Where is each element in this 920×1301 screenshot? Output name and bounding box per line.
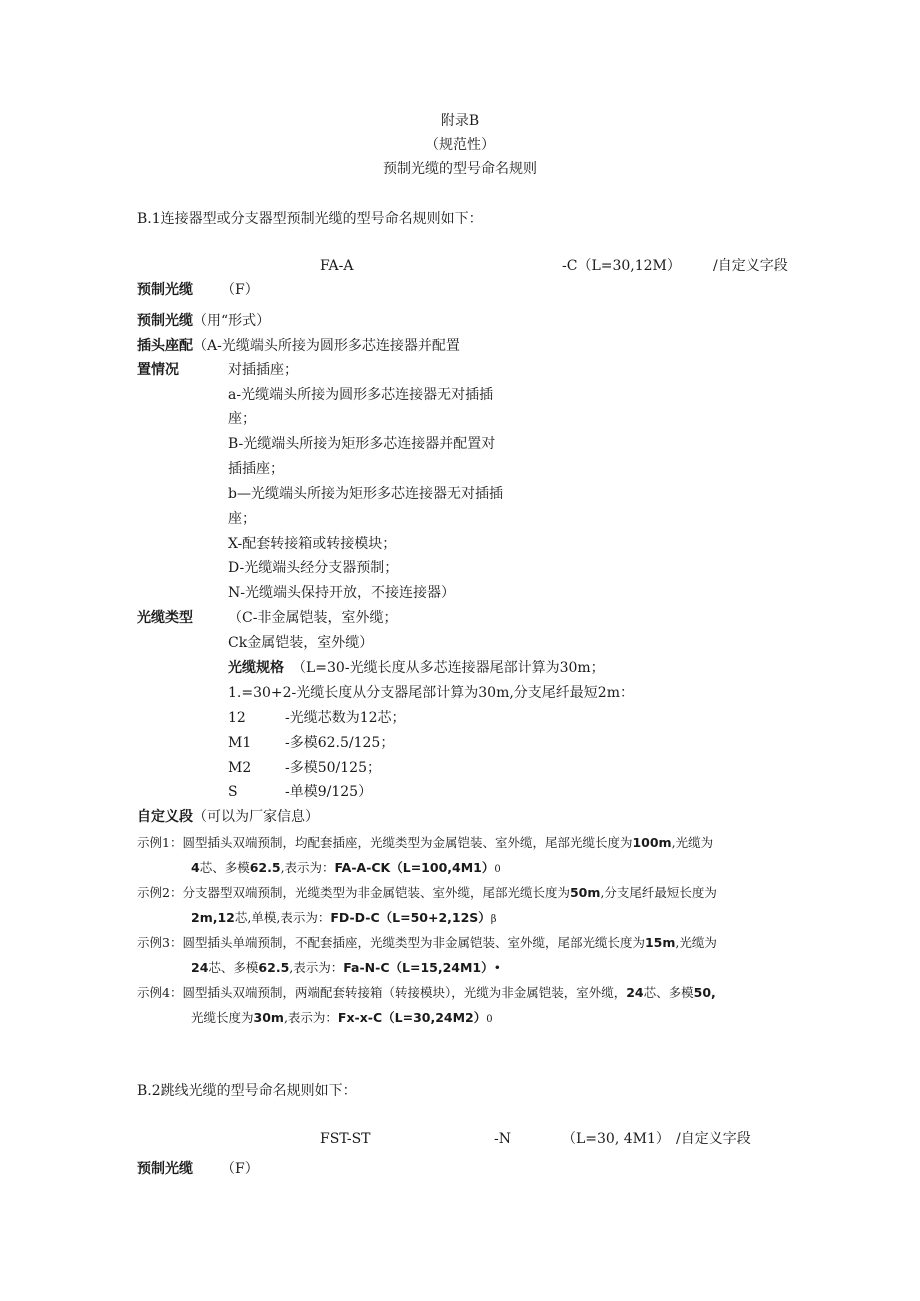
connector-line: 座；: [228, 511, 256, 527]
spec-code: M2: [228, 760, 252, 776]
label-cable-type: 光缆类型: [137, 610, 193, 626]
example-2-line1: 示例2：分支器型双端预制，光缆类型为非金属铠装、室外缆，尾部光缆长度为50m,分支尾纤最短长度为: [137, 885, 717, 900]
label-cable-spec: 光缆规格: [228, 660, 284, 676]
connector-line: 对插插座；: [228, 362, 298, 378]
b2-formula-part3: （L=30, 4M1）: [562, 1131, 670, 1147]
b1-intro: B.1连接器型或分支器型预制光缆的型号命名规则如下：: [137, 211, 483, 227]
b2-line-prefab-f: 预制光缆 （F）: [137, 1161, 259, 1177]
connector-line: B-光缆端头所接为矩形多芯连接器并配置对: [228, 436, 496, 452]
b1-line-prefab-form: 预制光缆（用“形式）: [137, 313, 271, 329]
example-4-line1: 示例4：圆型插头双端预制，两端配套转接箱（转接模块），光缆为非金属铠装，室外缆，24芯、多模50,: [137, 985, 716, 1000]
appendix-nature: （规范性）: [425, 137, 495, 153]
example-1-line1: 示例1：圆型插头双端预制，均配套插座，光缆类型为金属铠装、室外缆，尾部光缆长度为100m,光缆为: [137, 835, 714, 850]
appendix-label: 附录B: [440, 113, 480, 129]
label-custom-field: 自定义段: [137, 809, 193, 825]
connector-line: N-光缆端头保持开放，不接连接器）: [228, 585, 455, 601]
example-3-line2: 24芯、多模62.5,表示为：Fa-N-C（L=15,24M1）•: [191, 960, 501, 975]
cable-spec-line: 1.=30+2-光缆长度从分支器尾部计算为30m,分支尾纤最短2m：: [228, 685, 634, 701]
label-prefab-cable-2: 预制光缆: [137, 313, 193, 329]
b2-formula-part1: FST-ST: [320, 1131, 371, 1147]
b1-formula-part2: -C（L=30,12M）: [562, 258, 681, 274]
spec-desc: -单模9/125）: [285, 784, 373, 800]
cable-type-line: Ck金属铠装，室外缆）: [228, 635, 374, 651]
connector-line: 座；: [228, 411, 256, 427]
b2-formula-part2: -N: [494, 1131, 511, 1147]
example-4-line2: 光缆长度为30m,表示为：Fx-x-C（L=30,24M2）0: [191, 1010, 493, 1025]
spec-desc: -多模50/125；: [285, 760, 381, 776]
label-connector-config: 插头座配: [137, 338, 193, 354]
label-config-situation: 置情况: [137, 362, 179, 378]
spec-desc: -多模62.5/125；: [285, 735, 395, 751]
b2-formula-part4: /自定义字段: [676, 1131, 751, 1147]
spec-code: S: [228, 784, 238, 800]
connector-line: D-光缆端头经分支器预制；: [228, 560, 399, 576]
example-2-line2: 2m,12芯,单模,表示为：FD-D-C（L=50+2,12S）β: [191, 910, 497, 925]
b1-line-prefab-f: 预制光缆 （F）: [137, 282, 259, 298]
connector-line: a-光缆端头所接为圆形多芯连接器无对插插: [228, 387, 494, 403]
custom-field-line: 自定义段（可以为厂家信息）: [137, 809, 319, 825]
b2-intro: B.2跳线光缆的型号命名规则如下：: [137, 1083, 357, 1099]
cable-spec-line: 光缆规格 （L=30-光缆长度从多芯连接器尾部计算为30m；: [228, 660, 605, 676]
label-prefab-cable: 预制光缆: [137, 282, 193, 298]
spec-code: 12: [228, 710, 246, 726]
connector-line: 插插座；: [228, 461, 284, 477]
spec-desc: -光缆芯数为12芯；: [285, 710, 406, 726]
spec-code: M1: [228, 735, 252, 751]
cable-type-line: （C-非金属铠装，室外缆；: [228, 610, 398, 626]
example-1-line2: 4芯、多模62.5,表示为：FA-A-CK（L=100,4M1）0: [191, 860, 501, 875]
connector-line: b—光缆端头所接为矩形多芯连接器无对插插: [228, 486, 503, 502]
b1-formula-part3: /自定义字段: [713, 258, 788, 274]
b1-line-connector-config: 插头座配（A-光缆端头所接为圆形多芯连接器并配置: [137, 338, 460, 354]
connector-line: X-配套转接箱或转接模块；: [228, 536, 397, 552]
appendix-title: 预制光缆的型号命名规则: [383, 161, 537, 177]
example-3-line1: 示例3：圆型插头单端预制，不配套插座，光缆类型为非金属铠装、室外缆，尾部光缆长度为15m,光缆为: [137, 935, 717, 950]
b1-formula-part1: FA-A: [320, 258, 354, 274]
label-prefab-cable-b2: 预制光缆: [137, 1161, 193, 1177]
